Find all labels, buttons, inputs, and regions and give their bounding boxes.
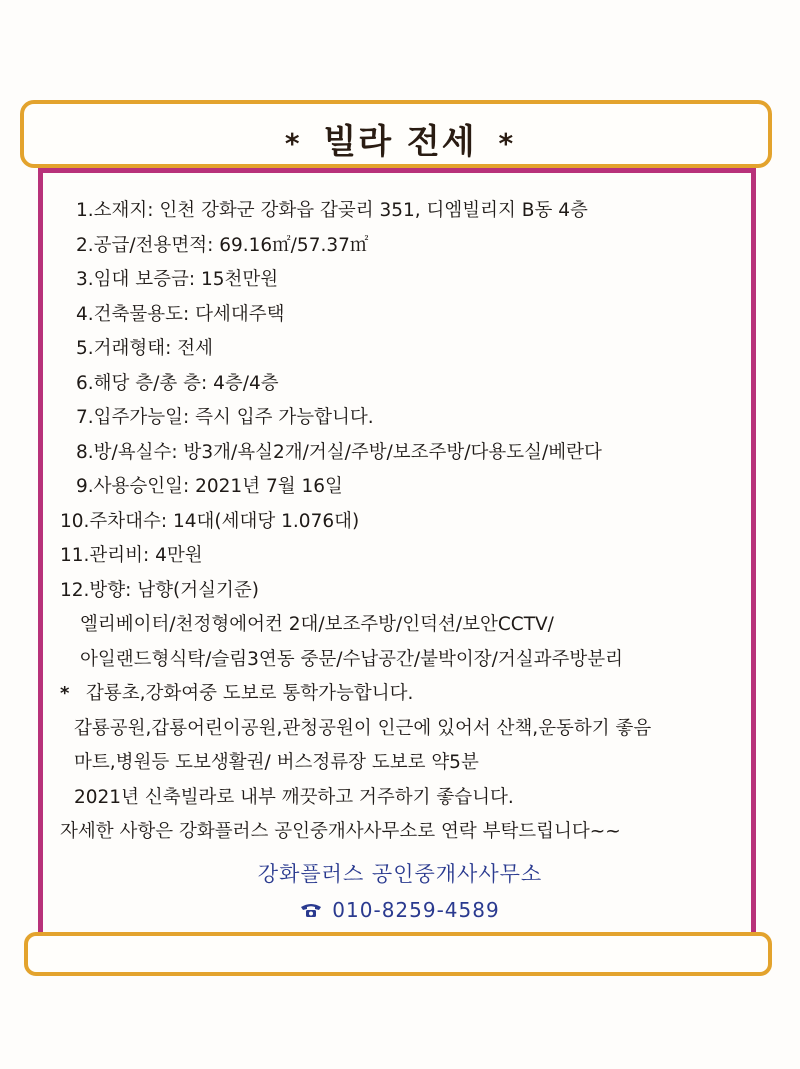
office-name: 강화플러스 공인중개사사무소 — [257, 862, 543, 886]
note-star: * — [60, 683, 70, 704]
detail-deposit: 3.임대 보증금: 15천만원 — [76, 269, 279, 290]
title-star-right: * — [498, 127, 516, 160]
detail-floor: 6.해당 층/총 층: 4층/4층 — [76, 372, 279, 394]
option-line-1: 엘리베이터/천정형에어컨 2대/보조주방/인덕션/보안CCTV/ — [80, 614, 554, 635]
title-text: 빌라 전세 — [323, 122, 477, 162]
option-line-2: 아일랜드형식탁/슬림3연동 중문/수납공간/붙박이장/거실과주방분리 — [80, 648, 623, 670]
note-schools-text: 갑룡초,강화여중 도보로 통학가능합니다. — [86, 683, 414, 704]
note-new-build: 2021년 신축빌라로 내부 깨끗하고 거주하기 좋습니다. — [74, 786, 514, 808]
detail-maintenance-fee: 11.관리비: 4만원 — [60, 545, 203, 566]
note-parks: 갑룡공원,갑룡어린이공원,관청공원이 인근에 있어서 산책,운동하기 좋음 — [74, 717, 652, 739]
closing-text: 자세한 사항은 강화플러스 공인중개사사무소로 연락 부탁드립니다~~ — [60, 821, 621, 842]
office-phone-number[interactable]: 010-8259-4589 — [332, 898, 500, 922]
detail-area: 2.공급/전용면적: 69.16㎡/57.37㎡ — [76, 234, 369, 256]
page-title — [0, 114, 800, 163]
detail-approval-date: 9.사용승인일: 2021년 7월 16일 — [76, 476, 343, 497]
office-phone — [0, 898, 800, 922]
note-transport: 마트,병원등 도보생활권/ 버스정류장 도보로 약5분 — [74, 752, 479, 773]
bottom-banner — [24, 932, 772, 976]
detail-parking: 10.주차대수: 14대(세대당 1.076대) — [60, 510, 360, 532]
detail-rooms: 8.방/욕실수: 방3개/욕실2개/거실/주방/보조주방/다용도실/베란다 — [76, 441, 602, 463]
detail-direction: 12.방향: 남향(거실기준) — [60, 579, 259, 601]
note-schools — [60, 677, 750, 712]
title-star-left: * — [284, 127, 302, 160]
telephone-icon — [300, 902, 322, 918]
listing-details — [60, 194, 750, 850]
detail-move-in: 7.입주가능일: 즉시 입주 가능합니다. — [76, 407, 374, 428]
detail-address: 1.소재지: 인천 강화군 강화읍 갑곶리 351, 디엠빌리지 B동 4층 — [76, 200, 588, 221]
detail-deal-type: 5.거래형태: 전세 — [76, 338, 213, 359]
detail-building-use: 4.건축물용도: 다세대주택 — [76, 303, 285, 325]
